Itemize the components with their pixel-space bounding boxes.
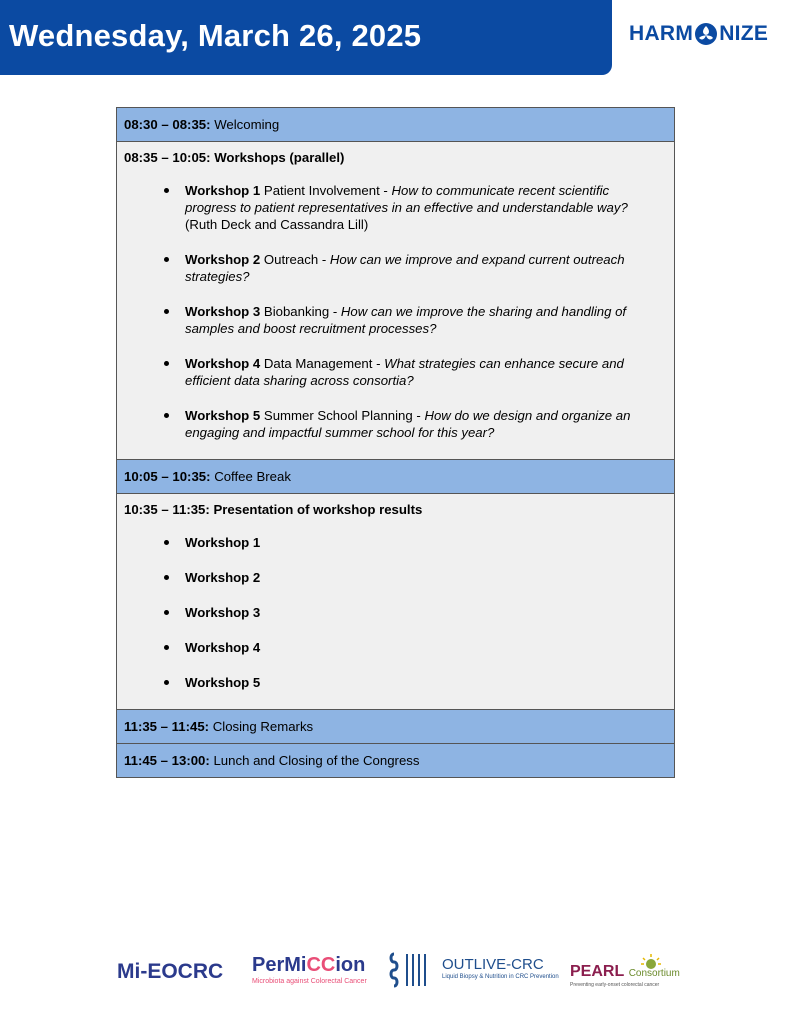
pearl-tagline: Preventing early-onset colorectal cancer [570, 982, 660, 988]
session-label: Lunch and Closing of the Congress [213, 753, 420, 768]
workshop-separator: - [318, 252, 330, 267]
session-label: Closing Remarks [212, 719, 314, 734]
permiccion-name-a: PerMi [252, 954, 307, 976]
permiccion-name-b: CC [306, 954, 336, 976]
list-item [185, 182, 674, 233]
logo-text-left: HARM [629, 22, 694, 45]
list-item [185, 407, 674, 441]
workshop-separator: - [379, 183, 392, 198]
list-item: Workshop 3 [185, 604, 674, 621]
page-title: Wednesday, March 26, 2025 [9, 18, 422, 53]
session-label: Welcoming [214, 117, 280, 132]
workshop-name: Workshop 4 [185, 356, 261, 371]
workshop-separator: - [412, 408, 425, 423]
agenda-table [116, 107, 675, 778]
session-time: 10:35 – 11:35: [124, 502, 210, 517]
harmonize-o-icon [694, 22, 718, 46]
agenda-row-presentation [117, 494, 675, 710]
list-item: Workshop 5 [185, 674, 674, 691]
pearl-logo [570, 953, 680, 993]
workshop-separator: - [329, 304, 341, 319]
session-label: Coffee Break [214, 469, 291, 484]
list-item [185, 355, 674, 389]
mieocrc-logo-text: Mi-EOCRC [117, 960, 224, 983]
workshop-question: How can we improve and expand current outreach strategies? [185, 252, 625, 284]
permiccion-tagline: Microbiota against Colorectal Cancer [252, 978, 367, 985]
workshop-name: Workshop 5 [185, 408, 261, 423]
list-item [185, 251, 674, 285]
list-item: Workshop 1 [185, 534, 674, 551]
workshop-topic: Outreach [263, 252, 319, 267]
agenda-row-coffee [117, 460, 675, 494]
logo-text-right: NIZE [719, 22, 769, 45]
workshop-question: How to communicate recent scientific progress to patient representatives in an effective and understandable way? [185, 183, 628, 215]
workshop-list [117, 182, 674, 441]
partner-logos [0, 945, 791, 995]
session-label: Workshops (parallel) [214, 150, 345, 165]
workshop-separator: - [372, 356, 385, 371]
workshop-name: Workshop 2 [185, 252, 261, 267]
list-item: Workshop 4 [185, 639, 674, 656]
pearl-suffix: Consortium [628, 968, 680, 979]
session-time: 11:35 – 11:45: [124, 719, 210, 734]
workshop-topic: Summer School Planning [263, 408, 413, 423]
permiccion-name-c: ion [335, 954, 366, 976]
results-list [117, 534, 674, 691]
workshop-name: Workshop 3 [185, 304, 261, 319]
harmonize-logo [629, 22, 768, 46]
workshop-topic: Data Management [263, 356, 373, 371]
list-item: Workshop 2 [185, 569, 674, 586]
agenda-row-closing [117, 710, 675, 744]
list-item [185, 303, 674, 337]
session-time: 08:35 – 10:05: [124, 150, 211, 165]
session-time: 08:30 – 08:35: [124, 117, 211, 132]
workshop-question: What strategies can enhance secure and efficient data sharing across consortia? [185, 356, 624, 388]
workshop-note: (Ruth Deck and Cassandra Lill) [185, 217, 369, 232]
permiccion-logo [252, 953, 367, 986]
workshop-topic: Patient Involvement [263, 183, 380, 198]
agenda-row-workshops [117, 142, 675, 460]
mieocrc-logo [117, 960, 223, 984]
pearl-name: PEARL [570, 963, 625, 980]
session-label: Presentation of workshop results [213, 502, 423, 517]
session-time: 11:45 – 13:00: [124, 753, 210, 768]
session-time: 10:05 – 10:35: [124, 469, 211, 484]
agenda-row-welcome [117, 108, 675, 142]
agenda-row-lunch [117, 744, 675, 778]
workshop-name: Workshop 1 [185, 183, 261, 198]
workshop-question: How can we improve the sharing and handling of samples and boost recruitment processes? [185, 304, 627, 336]
outlive-tagline: Liquid Biopsy & Nutrition in CRC Prevention [442, 974, 559, 980]
workshop-question: How do we design and organize an engaging and impactful summer school for this year? [185, 408, 631, 440]
outlive-intestine-icon [388, 950, 436, 990]
outlive-name: OUTLIVE-CRC [442, 956, 544, 973]
workshop-topic: Biobanking [263, 304, 330, 319]
header-banner [0, 0, 612, 75]
